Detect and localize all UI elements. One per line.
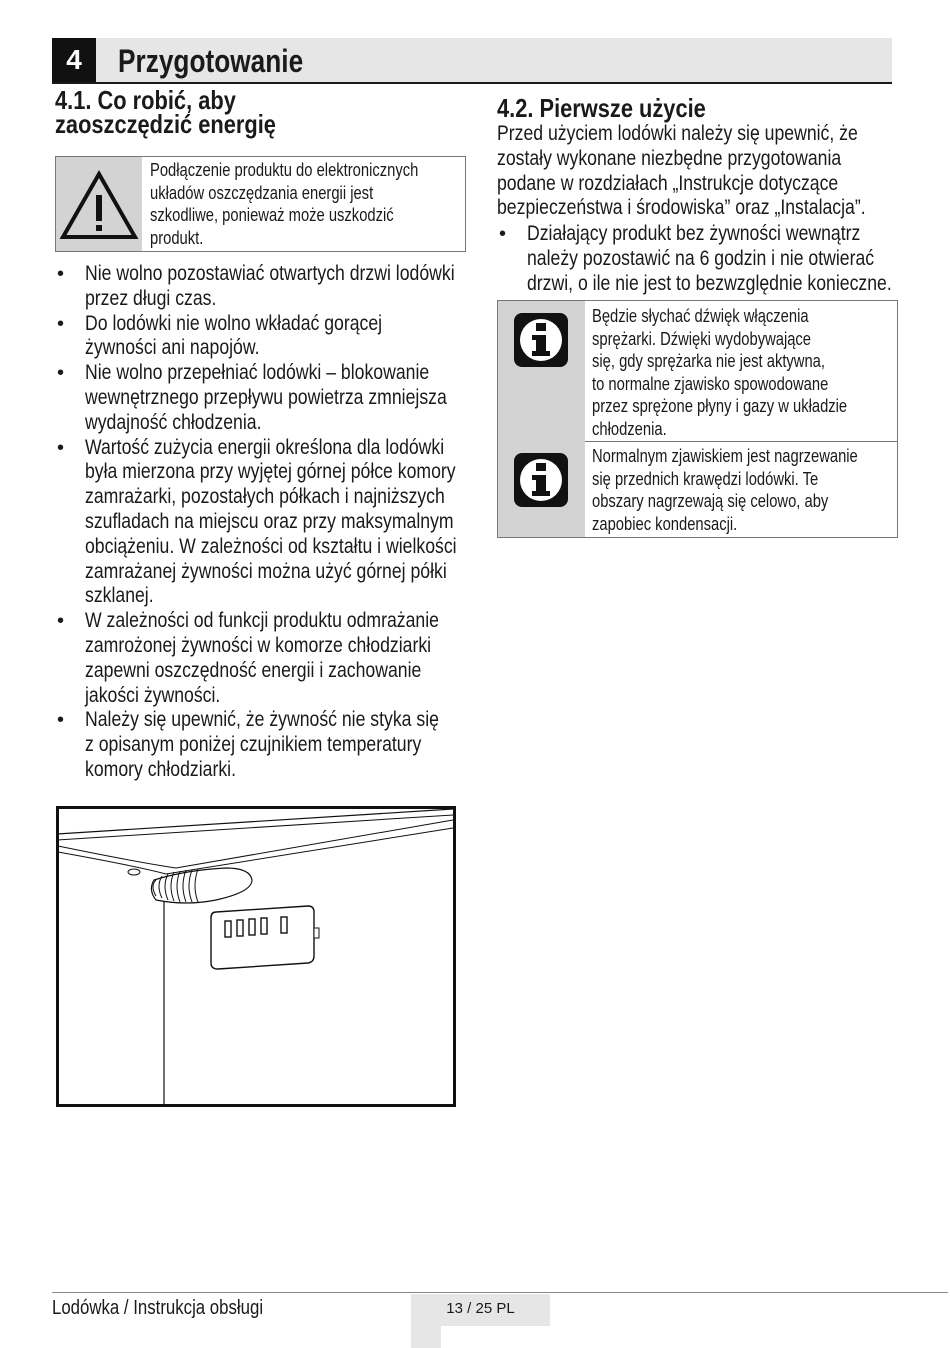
info-icon xyxy=(512,451,570,509)
list-item-line: żywności ani napojów. xyxy=(85,336,260,360)
info-icon-cell xyxy=(498,301,585,441)
bullet-icon: • xyxy=(57,312,65,335)
list-item-line: zapewni oszczędność energii i zachowanie xyxy=(85,658,422,682)
info-line: to normalne zjawisko spowodowane xyxy=(592,373,829,394)
list-item-line: obciążeniu. W zależności od kształtu i wielkości xyxy=(85,534,457,558)
temperature-sensor-illustration xyxy=(56,806,456,1107)
intro-line: Przed użyciem lodówki należy się upewnić, że xyxy=(497,122,858,145)
info-line: się, gdy sprężarka nie jest aktywna, xyxy=(592,351,825,372)
list-item-line: była mierzona przy wyjętej górnej półce komory xyxy=(85,460,456,484)
warning-line: szkodliwe, ponieważ może uszkodzić xyxy=(150,205,394,225)
list-item-line: Wartość zużycia energii określona dla lodówki xyxy=(85,435,445,459)
section-heading-4-1-cont: zaoszczędzić energię xyxy=(55,109,276,139)
first-use-list xyxy=(497,222,950,296)
list-item xyxy=(55,312,555,362)
list-item-line: z opisanym poniżej czujnikiem temperatury xyxy=(85,733,422,757)
info-box-compressor xyxy=(497,300,898,442)
warning-icon-cell xyxy=(56,157,142,251)
list-item xyxy=(55,708,555,782)
info-icon-cell xyxy=(498,441,585,537)
info-line: Będzie słychać dźwięk włączenia xyxy=(592,306,809,326)
list-item xyxy=(55,436,555,610)
intro-line: zostały wykonane niezbędne przygotowania xyxy=(497,146,842,170)
list-item-line: szklanej. xyxy=(85,584,154,608)
info-text xyxy=(592,445,858,535)
warning-box xyxy=(55,156,466,252)
section-intro xyxy=(497,122,866,221)
list-item-line: przez długi czas. xyxy=(85,286,217,310)
list-item xyxy=(55,609,555,708)
list-item xyxy=(55,262,555,312)
bullet-icon: • xyxy=(57,709,65,732)
list-item-line: należy pozostawić na 6 godzin i nie otwierać xyxy=(527,246,875,270)
info-line: zapobiec kondensacji. xyxy=(592,513,738,534)
info-line: Normalnym zjawiskiem jest nagrzewanie xyxy=(592,446,858,466)
info-line: przez sprężone płyny i gazy w układzie xyxy=(592,396,848,417)
intro-line: podane w rozdziałach „Instrukcje dotyczące xyxy=(497,171,839,195)
info-line: obszary nagrzewają się celowo, aby xyxy=(592,491,829,512)
info-box-edges xyxy=(497,441,898,538)
warning-text xyxy=(150,159,462,249)
list-item-line: wewnętrznego przepływu powietrza zmniejsza xyxy=(85,385,447,409)
warning-line: Podłączenie produktu do elektronicznych xyxy=(150,160,419,180)
warning-line: produkt. xyxy=(150,227,204,248)
list-item-line: komory chłodziarki. xyxy=(85,757,236,781)
list-item-line: wydajność chłodzenia. xyxy=(85,410,262,434)
bullet-icon: • xyxy=(57,362,65,385)
list-item-line: Nie wolno pozostawiać otwartych drzwi lodówki xyxy=(85,262,455,285)
list-item-line: jakości żywności. xyxy=(85,683,221,707)
info-line: sprężarki. Dźwięki wydobywające xyxy=(592,328,812,349)
list-item-line: Do lodówki nie wolno wkładać gorącej xyxy=(85,311,383,335)
list-item xyxy=(497,222,950,296)
bullet-icon: • xyxy=(57,610,65,633)
energy-tips-list xyxy=(55,262,555,783)
list-item-line: zamrażanej żywności można użyć górnej półki xyxy=(85,559,447,583)
list-item-line: W zależności od funkcji produktu odmrażanie xyxy=(85,609,439,633)
info-text xyxy=(592,305,847,441)
info-line: chłodzenia. xyxy=(592,418,667,439)
section-heading-4-2: 4.2. Pierwsze użycie xyxy=(497,93,706,123)
footer-doc-title: Lodówka / Instrukcja obsługi xyxy=(52,1297,264,1319)
bullet-icon: • xyxy=(499,223,507,245)
chapter-title: Przygotowanie xyxy=(118,43,304,79)
footer-tab xyxy=(411,1326,441,1348)
chapter-header xyxy=(52,38,892,84)
list-item-line: Należy się upewnić, że żywność nie styka się xyxy=(85,708,439,732)
list-item-line: zamrażarki, pozostałych półkach i najniższych xyxy=(85,485,445,509)
bullet-icon: • xyxy=(57,263,65,285)
bullet-icon: • xyxy=(57,436,65,459)
page-number: 13 / 25 PL xyxy=(411,1294,550,1326)
warning-line: układów oszczędzania energii jest xyxy=(150,182,374,203)
warning-triangle-icon xyxy=(56,157,142,251)
list-item-line: zamrożonej żywności w komorze chłodziarki xyxy=(85,633,432,657)
list-item-line: Działający produkt bez żywności wewnątrz xyxy=(527,222,861,245)
intro-line: bezpieczeństwa i środowiska” oraz „Instalacja”. xyxy=(497,196,866,220)
list-item-line: drzwi, o ile nie jest to bezwzględnie konieczne. xyxy=(527,271,892,295)
list-item xyxy=(55,361,555,435)
info-line: się przednich krawędzi lodówki. Te xyxy=(592,468,819,489)
list-item-line: szufladach na miejscu oraz przy maksymalnym xyxy=(85,509,454,533)
info-icon xyxy=(512,311,570,369)
list-item-line: Nie wolno przepełniać lodówki – blokowanie xyxy=(85,361,430,385)
footer-divider xyxy=(52,1292,948,1293)
section-heading-4-1: 4.1. Co robić, aby xyxy=(55,85,236,115)
chapter-number: 4 xyxy=(52,38,96,82)
display-unit-icon xyxy=(211,906,319,969)
